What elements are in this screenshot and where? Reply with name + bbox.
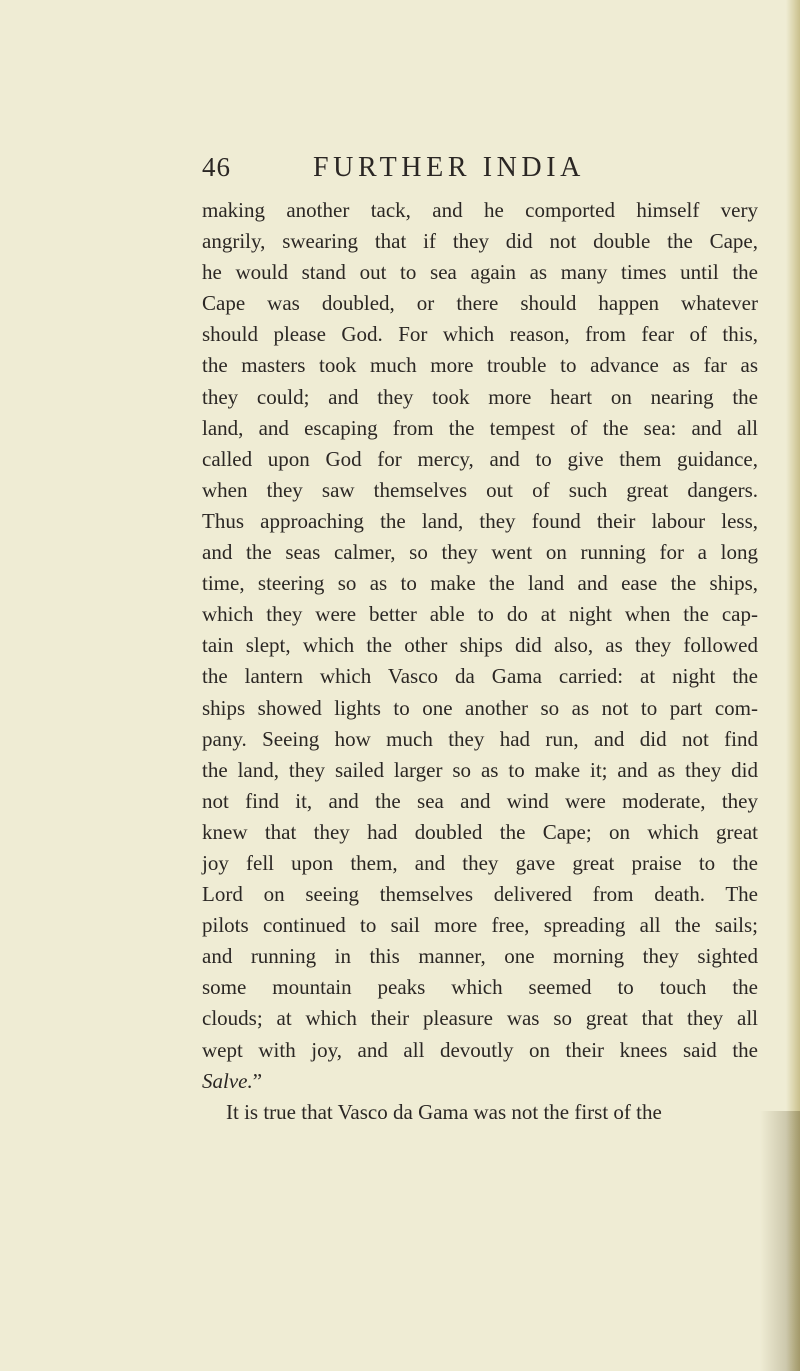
- closing-quote: ”: [252, 1068, 263, 1093]
- text-line: Thus approaching the land, they found their labour less,: [202, 508, 758, 533]
- text-line: the lantern which Vasco da Gama carried: at night the: [202, 664, 758, 689]
- text-line: they could; and they took more heart on nearing the: [202, 384, 758, 409]
- text-line: which they were better able to do at night when the cap-: [202, 602, 758, 627]
- running-title: FURTHER INDIA: [313, 152, 586, 183]
- text-line: called upon God for mercy, and to give them guidance,: [202, 446, 758, 471]
- text-line: when they saw themselves out of such great dangers.: [202, 477, 758, 502]
- page-number: 46: [202, 152, 231, 182]
- text-line: should please God. For which reason, from fear of this,: [202, 322, 758, 347]
- text-line: angrily, swearing that if they did not double the Cape,: [202, 229, 758, 254]
- text-line: the masters took much more trouble to advance as far as: [202, 353, 758, 378]
- text-line: knew that they had doubled the Cape; on which great: [202, 819, 758, 844]
- salve-word: Salve.: [202, 1068, 253, 1093]
- text-line: some mountain peaks which seemed to touch the: [202, 975, 758, 1000]
- paragraph-start-line: It is true that Vasco da Gama was not the first of the: [226, 1099, 662, 1124]
- text-line: and running in this manner, one morning they sighted: [202, 944, 758, 969]
- text-line: and the seas calmer, so they went on running for a long: [202, 540, 758, 565]
- text-line: land, and escaping from the tempest of the sea: and all: [202, 415, 758, 440]
- page-edge-shadow: [760, 1111, 800, 1371]
- text-line: time, steering so as to make the land and ease the ships,: [202, 571, 758, 596]
- text-line: making another tack, and he comported himself very: [202, 198, 758, 222]
- text-line: tain slept, which the other ships did also, as they followed: [202, 633, 758, 658]
- salve-line: [202, 1066, 758, 1097]
- text-line: Lord on seeing themselves delivered from death. The: [202, 882, 758, 907]
- text-line: ships showed lights to one another so as not to part com-: [202, 695, 758, 720]
- text-line: not find it, and the sea and wind were moderate, they: [202, 788, 758, 813]
- text-line: clouds; at which their pleasure was so great that they all: [202, 1006, 758, 1031]
- running-head: [0, 152, 800, 192]
- text-line: wept with joy, and all devoutly on their knees said the: [202, 1037, 758, 1062]
- text-line: the land, they sailed larger so as to make it; and as they did: [202, 757, 758, 782]
- text-line: Cape was doubled, or there should happen whatever: [202, 291, 758, 316]
- text-line: pilots continued to sail more free, spreading all the sails;: [202, 913, 758, 938]
- text-line: pany. Seeing how much they had run, and did not find: [202, 726, 758, 751]
- text-line: joy fell upon them, and they gave great praise to the: [202, 850, 758, 875]
- text-line: he would stand out to sea again as many times until the: [202, 260, 758, 285]
- body-text: [202, 195, 758, 1128]
